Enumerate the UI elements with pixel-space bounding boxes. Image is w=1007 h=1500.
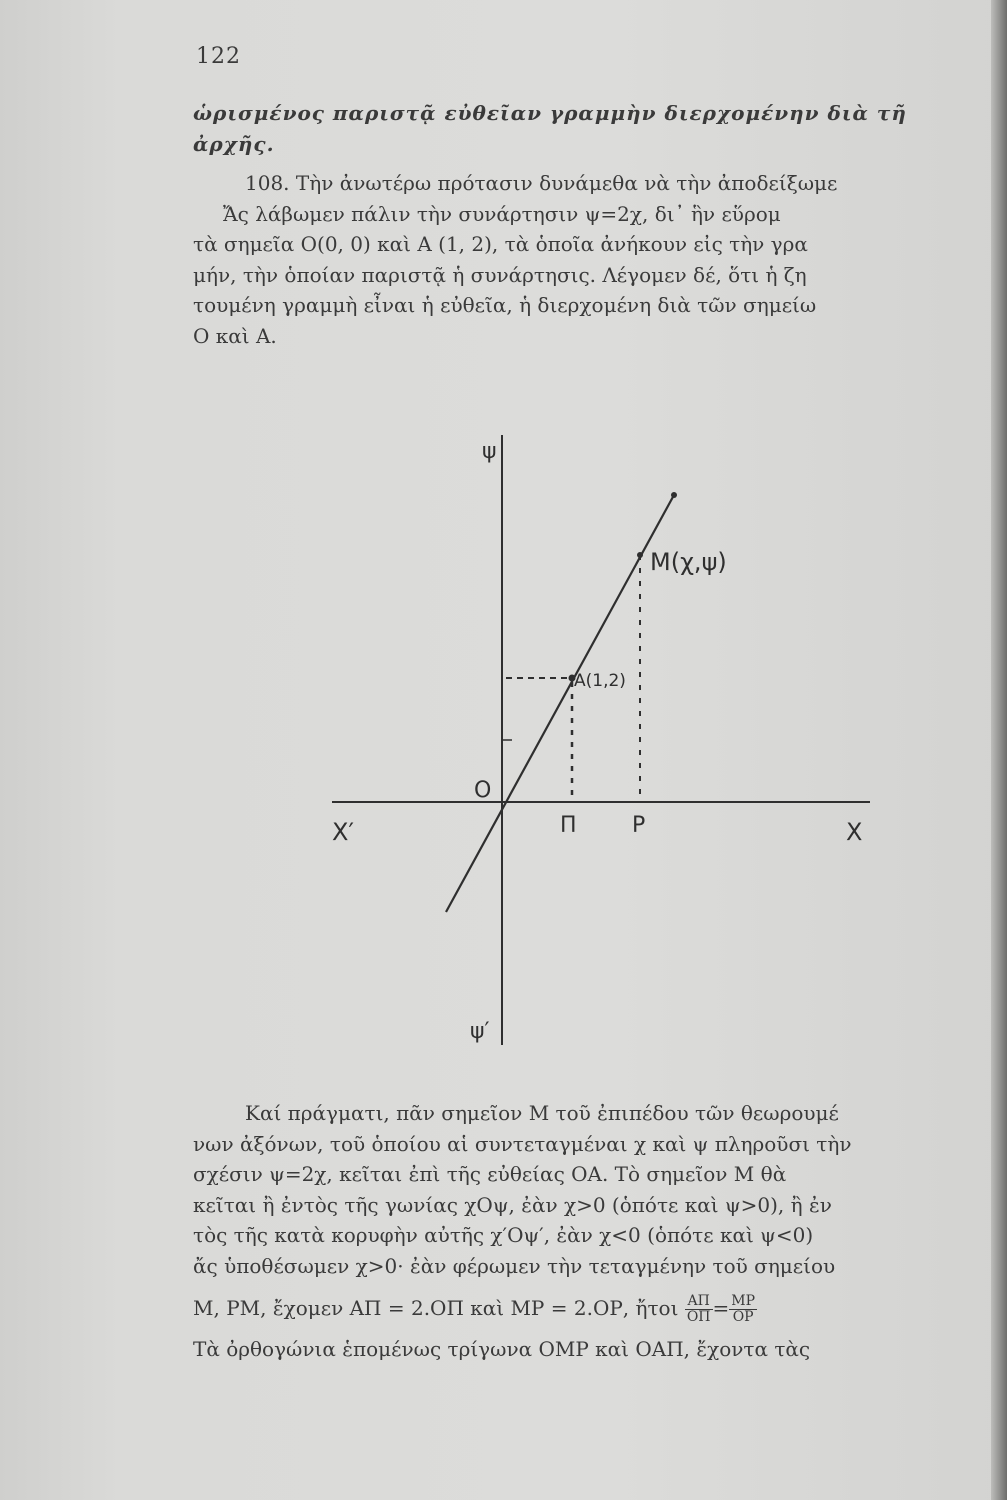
label-y-axis-top: ψ bbox=[482, 439, 497, 464]
label-foot-m: Ρ bbox=[632, 813, 646, 838]
fraction-numerator: ΜΡ bbox=[731, 1293, 756, 1309]
page-number: 122 bbox=[196, 44, 241, 69]
text-line: Ο καὶ Α. bbox=[193, 323, 277, 348]
text-line: ἄς ὑποθέσωμεν χ>0· ἐὰν φέρωμεν τὴν τεταγμένην τοῦ σημείου bbox=[193, 1253, 836, 1278]
formula-equals: = bbox=[712, 1296, 730, 1320]
text-line: νων ἀξόνων, τοῦ ὁποίου αἱ συντεταγμέναι χ καὶ ψ πληροῦσι τὴν bbox=[193, 1131, 852, 1156]
intro-paragraph bbox=[193, 98, 991, 159]
text-line: Τὰ ὀρθογώνια ἑπομένως τρίγωνα ΟΜΡ καὶ ΟΑΠ, ἔχοντα τὰς bbox=[193, 1337, 811, 1361]
text-line: σχέσιν ψ=2χ, κεῖται ἐπὶ τῆς εὐθείας ΟΑ. Τὸ σημεῖον Μ θὰ bbox=[193, 1162, 787, 1186]
coordinate-figure bbox=[320, 420, 880, 1060]
label-y-axis-bottom: ψ′ bbox=[470, 1019, 490, 1044]
last-line-block bbox=[193, 1334, 991, 1365]
label-origin: Ο bbox=[474, 778, 492, 803]
label-point-m: Μ(χ,ψ) bbox=[650, 548, 727, 576]
text-line: 108. Τὴν ἀνωτέρω πρότασιν δυνάμεθα νὰ τὴν ἀποδείξωμε bbox=[245, 171, 838, 195]
point-m-marker bbox=[637, 552, 643, 558]
text-line: τουμένη γραμμὴ εἶναι ἡ εὐθεῖα, ἡ διερχομένη διὰ τῶν σημείω bbox=[193, 293, 817, 317]
label-x-axis-right: Χ bbox=[846, 818, 863, 846]
fraction-ap-op bbox=[685, 1294, 713, 1325]
text-line: ὡρισμένος παριστᾷ εὐθεῖαν γραμμὴν διερχομένην διὰ τῆ bbox=[193, 101, 907, 125]
label-foot-a: Π bbox=[560, 813, 577, 838]
text-line: τὸς τῆς κατὰ κορυφὴν αὐτῆς χ′Οψ′, ἐὰν χ<0 (ὁπότε καὶ ψ<0) bbox=[193, 1223, 814, 1247]
page-edge-shadow bbox=[991, 0, 1007, 1500]
label-point-a: Α(1,2) bbox=[574, 671, 626, 691]
fraction-numerator: ΑΠ bbox=[685, 1294, 713, 1310]
text-line: τὰ σημεῖα Ο(0, 0) καὶ Α (1, 2), τὰ ὁποῖα ἀνήκουν εἰς τὴν γρα bbox=[193, 232, 808, 256]
text-line: Καί πράγματι, πᾶν σημεῖον Μ τοῦ ἐπιπέδου τῶν θεωρουμέ bbox=[245, 1101, 839, 1125]
text-line: μήν, τὴν ὁποίαν παριστᾷ ἡ συνάρτησις. Λέγομεν δέ, ὅτι ἡ ζη bbox=[193, 262, 807, 287]
line-end-dot bbox=[671, 492, 677, 498]
paragraph-108 bbox=[193, 168, 991, 351]
fraction-denominator: ΟΠ bbox=[686, 1309, 711, 1325]
text-line: ἀρχῆς. bbox=[193, 131, 275, 156]
label-x-axis-left: Χ′ bbox=[332, 818, 354, 846]
text-line: κεῖται ἢ ἐντὸς τῆς γωνίας χΟψ, ἐὰν χ>0 (ὁπότε καὶ ψ>0), ἢ ἐν bbox=[193, 1192, 832, 1217]
formula-prefix: Μ, ΡΜ, ἔχομεν ΑΠ = 2.ΟΠ καὶ ΜΡ = 2.ΟΡ, ἤτοι bbox=[193, 1296, 679, 1320]
fraction-denominator: ΟΡ bbox=[732, 1309, 754, 1325]
text-line: Ἄς λάβωμεν πάλιν τὴν συνάρτησιν ψ=2χ, δι᾽ ἣν εὕρομ bbox=[223, 201, 781, 226]
formula-line bbox=[193, 1286, 991, 1330]
paragraph-bottom bbox=[193, 1098, 991, 1281]
fraction-mp-op bbox=[729, 1294, 757, 1325]
